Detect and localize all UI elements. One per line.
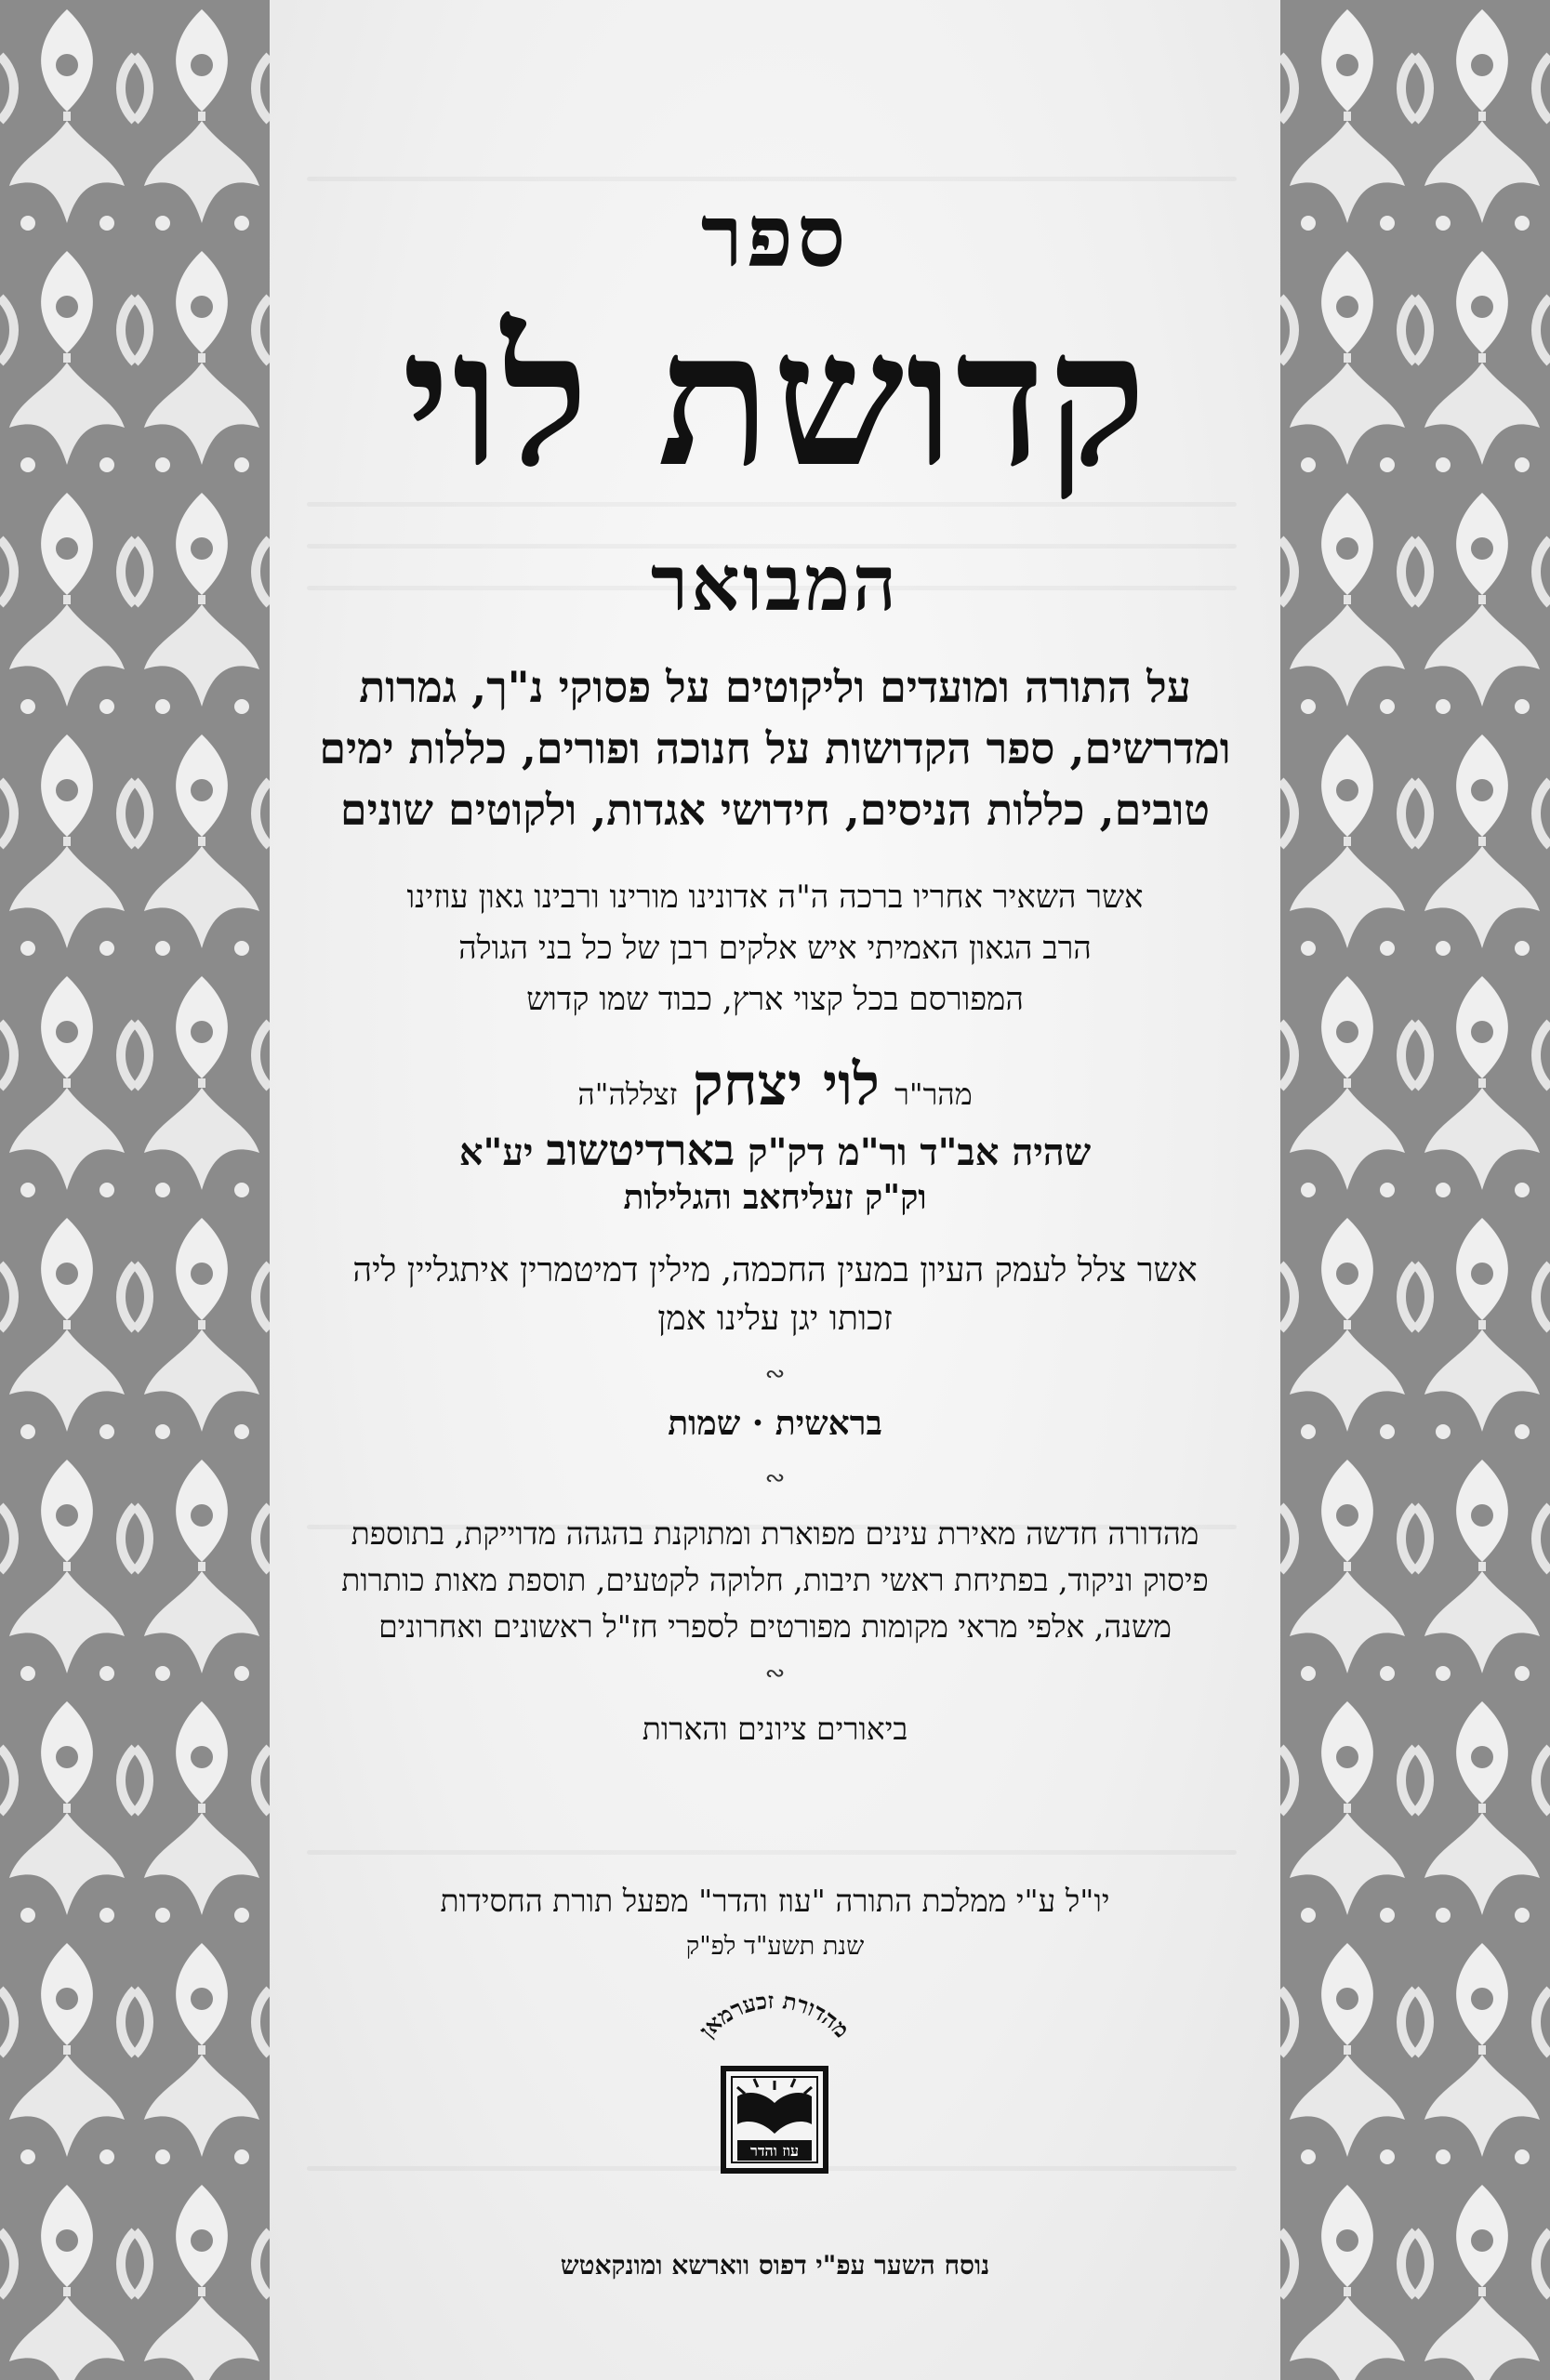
book-subtitle: המבואר — [650, 539, 900, 628]
logo-arc-text: מהדורת זכערמאן — [693, 1986, 855, 2043]
rabbi-communities-line: וק"ק זעליחאב והגלילות — [623, 1178, 927, 1217]
publication-year: שנת תשע"ד לפ"ק — [685, 1932, 865, 1961]
description-line: ומדרשים, ספר הקדושות על חנוכה ופורים, כללות ימים — [319, 723, 1231, 774]
rabbi-city: בארדיטשוב — [546, 1125, 735, 1175]
blessing-line: אשר צלל לעמק העיון במעין החכמה, מילין דמיטמרין איתגליין ליה — [352, 1251, 1198, 1289]
rabbi-suffix: זצללה"ה — [577, 1077, 678, 1112]
bleed-through-line — [307, 1850, 1237, 1855]
edition-line: פיסוק וניקוד, בפתיחת ראשי תיבות, חלוקה לקטעים, תוספת מאות כותרות — [341, 1562, 1209, 1598]
rabbi-position-prefix: שהיה אב"ד ור"מ דק"ק — [748, 1130, 1092, 1174]
author-intro-line: הרב הגאון האמיתי איש אלקים רבן של כל בני הגולה — [458, 930, 1092, 967]
logo-label: עוז והדר — [749, 2142, 800, 2160]
ornamental-border-right — [1280, 0, 1550, 2380]
rabbi-name-line — [270, 1051, 1280, 1119]
volume-books: בראשית · שמות — [668, 1404, 882, 1443]
ornament-divider: ∾ — [764, 1464, 786, 1492]
publisher-line: יו"ל ע"י ממלכת התורה "עוז והדר" מפעל תורת החסידות — [440, 1883, 1110, 1919]
footer-note: נוסח השער עפ"י דפוס ווארשא ומונקאטש — [560, 2250, 990, 2281]
blessing-line: זכותו יגן עלינו אמן — [657, 1300, 893, 1338]
author-intro-line: אשר השאיר אחריו ברכה ה"ה אדונינו מורינו ורבינו גאון עוזינו — [406, 879, 1144, 916]
rabbi-position-line — [270, 1125, 1280, 1175]
publisher-logo — [635, 1980, 914, 2185]
notes-line: ביאורים ציונים והארות — [642, 1711, 908, 1747]
svg-text:מהדורת זכערמאן — [694, 1987, 855, 2043]
rabbi-position-suffix: יע"א — [458, 1130, 534, 1174]
ornament-divider: ∾ — [764, 1360, 786, 1388]
edition-line: מהדורה חדשה מאירת עינים מפוארת ומתוקנת בהגהה מדוייקת, בתוספת — [351, 1515, 1199, 1552]
rabbi-name: לוי יצחק — [692, 1051, 880, 1118]
sefer-heading: ספר — [700, 186, 850, 286]
description-line: טובים, כללות הניסים, חידושי אגדות, ולקוטים שונים — [339, 785, 1211, 835]
description-line: על התורה ומועדים וליקוטים על פסוקי נ"ך, גמרות — [359, 662, 1191, 712]
author-intro-line: המפורסם בכל קצוי ארץ, כבוד שמו קדוש — [526, 981, 1024, 1018]
ornament-divider: ∾ — [764, 1659, 786, 1687]
title-page-content — [270, 0, 1280, 2380]
edition-line: משנה, אלפי מראי מקומות מפורטים לספרי חז"ל ראשונים ואחרונים — [378, 1608, 1172, 1645]
rabbi-prefix: מהר"ר — [894, 1077, 973, 1112]
book-title: קדושת לוי — [402, 290, 1148, 509]
bleed-through-line — [307, 177, 1237, 181]
ornamental-border-left — [0, 0, 270, 2380]
